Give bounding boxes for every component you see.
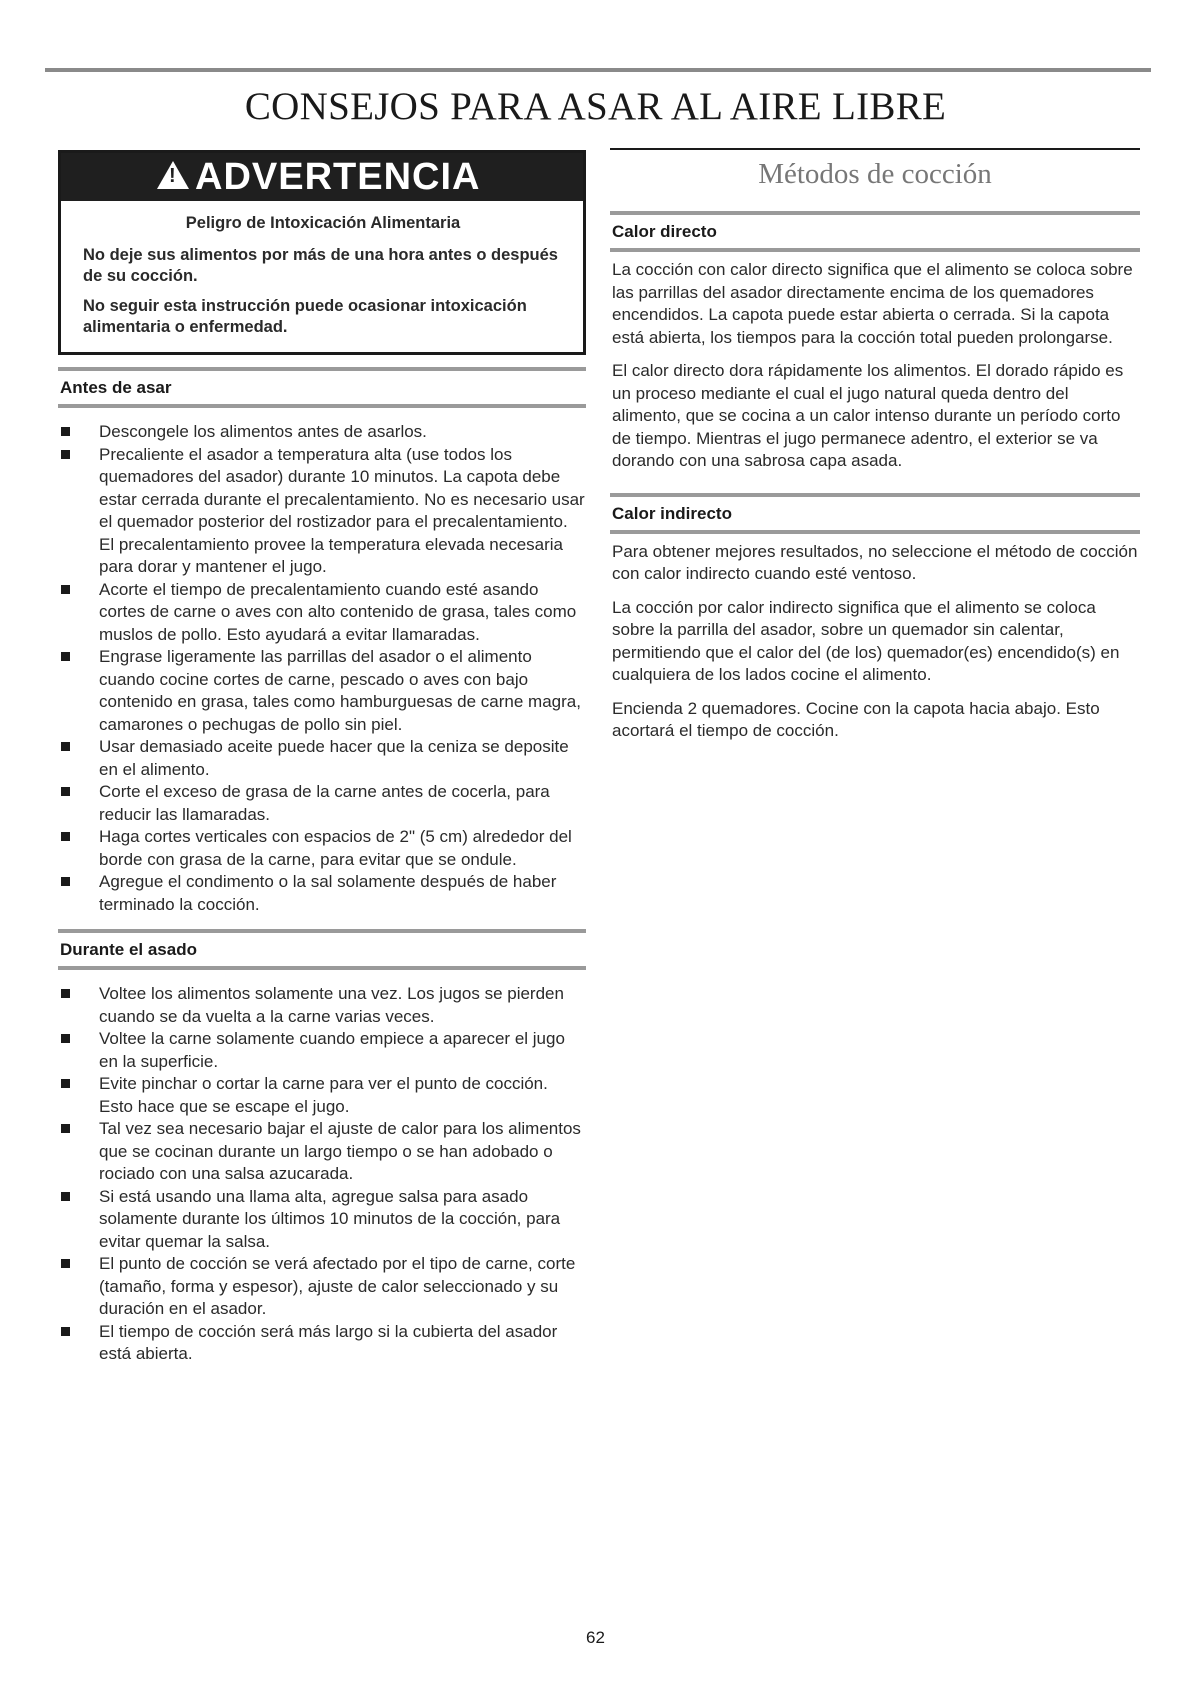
list-item: Voltee los alimentos solamente una vez. Los jugos se pierden cuando se da vuelta a la carne varias veces. xyxy=(58,983,586,1028)
section-heading-durante: Durante el asado xyxy=(58,929,586,970)
paragraph: La cocción por calor indirecto significa que el alimento se coloca sobre la parrilla del asador, sobre un quemador sin calentar, permitiendo que el calor del (de los) quemador(es) encendido(s) en cualquiera de los lados cocine el alimento. xyxy=(612,597,1120,684)
indirecto-text xyxy=(610,541,1140,743)
antes-list xyxy=(58,421,586,916)
list-item: Descongele los alimentos antes de asarlos. xyxy=(58,421,586,444)
warning-triangle-icon xyxy=(157,161,189,189)
paragraph: Encienda 2 quemadores. Cocine con la capota hacia abajo. Esto acortará el tiempo de cocción. xyxy=(612,698,1100,740)
section-heading-directo: Calor directo xyxy=(610,211,1140,252)
warning-label: ADVERTENCIA xyxy=(195,155,481,198)
list-item: Haga cortes verticales con espacios de 2" (5 cm) alrededor del borde con grasa de la carne, para evitar que se ondule. xyxy=(58,826,586,871)
list-item: Voltee la carne solamente cuando empiece a aparecer el jugo en la superficie. xyxy=(58,1028,586,1073)
list-item: El tiempo de cocción será más largo si la cubierta del asador está abierta. xyxy=(58,1321,586,1366)
list-item: Usar demasiado aceite puede hacer que la ceniza se deposite en el alimento. xyxy=(58,736,586,781)
warning-box xyxy=(58,150,586,355)
warning-header xyxy=(61,153,583,201)
warning-line: No seguir esta instrucción puede ocasionar intoxicación alimentaria o enfermedad. xyxy=(83,297,527,336)
warning-body xyxy=(61,201,583,352)
list-item: Si está usando una llama alta, agregue salsa para asado solamente durante los últimos 10 minutos de la cocción, para evitar quemar la salsa. xyxy=(58,1186,586,1254)
section-heading-antes: Antes de asar xyxy=(58,367,586,408)
warning-line: No deje sus alimentos por más de una hora antes o después de su cocción. xyxy=(83,246,558,285)
methods-rule xyxy=(610,148,1140,150)
left-column xyxy=(58,150,586,1366)
section-heading-indirecto: Calor indirecto xyxy=(610,493,1140,534)
list-item: Engrase ligeramente las parrillas del asador o el alimento cuando cocine cortes de carne, pescado o aves con bajo contenido en grasa, tales como hamburguesas de carne magra, camarones o pechugas de pollo sin piel. xyxy=(58,646,586,736)
right-column xyxy=(610,148,1140,754)
directo-text xyxy=(610,259,1140,473)
paragraph: El calor directo dora rápidamente los alimentos. El dorado rápido es un proceso mediante el cual el jugo natural queda dentro del alimento, que se cocina a un calor intenso durante un período corto de tiempo. Mientras el jugo permanece adentro, el exterior se va dorando con una sabrosa capa asada. xyxy=(612,361,1124,470)
list-item: Tal vez sea necesario bajar el ajuste de calor para los alimentos que se cocinan durante un largo tiempo o se han adobado o rociado con una salsa azucarada. xyxy=(58,1118,586,1186)
list-item: Agregue el condimento o la sal solamente después de haber terminado la cocción. xyxy=(58,871,586,916)
warning-subtitle: Peligro de Intoxicación Alimentaria xyxy=(185,214,461,232)
top-rule xyxy=(45,68,1151,72)
list-item: Evite pinchar o cortar la carne para ver el punto de cocción. Esto hace que se escape el jugo. xyxy=(58,1073,586,1118)
list-item: Corte el exceso de grasa de la carne antes de cocerla, para reducir las llamaradas. xyxy=(58,781,586,826)
methods-title: Métodos de cocción xyxy=(758,158,992,190)
paragraph: Para obtener mejores resultados, no seleccione el método de cocción con calor indirecto cuando esté ventoso. xyxy=(612,541,1138,583)
page-number: 62 xyxy=(586,1628,605,1647)
page-title: CONSEJOS PARA ASAR AL AIRE LIBRE xyxy=(244,85,947,128)
list-item: Acorte el tiempo de precalentamiento cuando esté asando cortes de carne o aves con alto contenido de grasa, tales como muslos de pollo. Esto ayudará a evitar llamaradas. xyxy=(58,579,586,647)
list-item: Precaliente el asador a temperatura alta (use todos los quemadores del asador) durante 10 minutos. La capota debe estar cerrada durante el precalentamiento. No es necesario usar el quemador posterior del rostizador para el precalentamiento. El precalentamiento provee la temperatura elevada necesaria para dorar y mantener el jugo. xyxy=(58,444,586,579)
paragraph: La cocción con calor directo significa que el alimento se coloca sobre las parrillas del asador directamente encima de los quemadores encendidos. La capota puede estar abierta o cerrada. Si la capota está abierta, los tiempos para la cocción total pueden prolongarse. xyxy=(612,260,1133,347)
durante-list xyxy=(58,983,586,1366)
list-item: El punto de cocción se verá afectado por el tipo de carne, corte (tamaño, forma y espesor), ajuste de calor seleccionado y su duración en el asador. xyxy=(58,1253,586,1321)
